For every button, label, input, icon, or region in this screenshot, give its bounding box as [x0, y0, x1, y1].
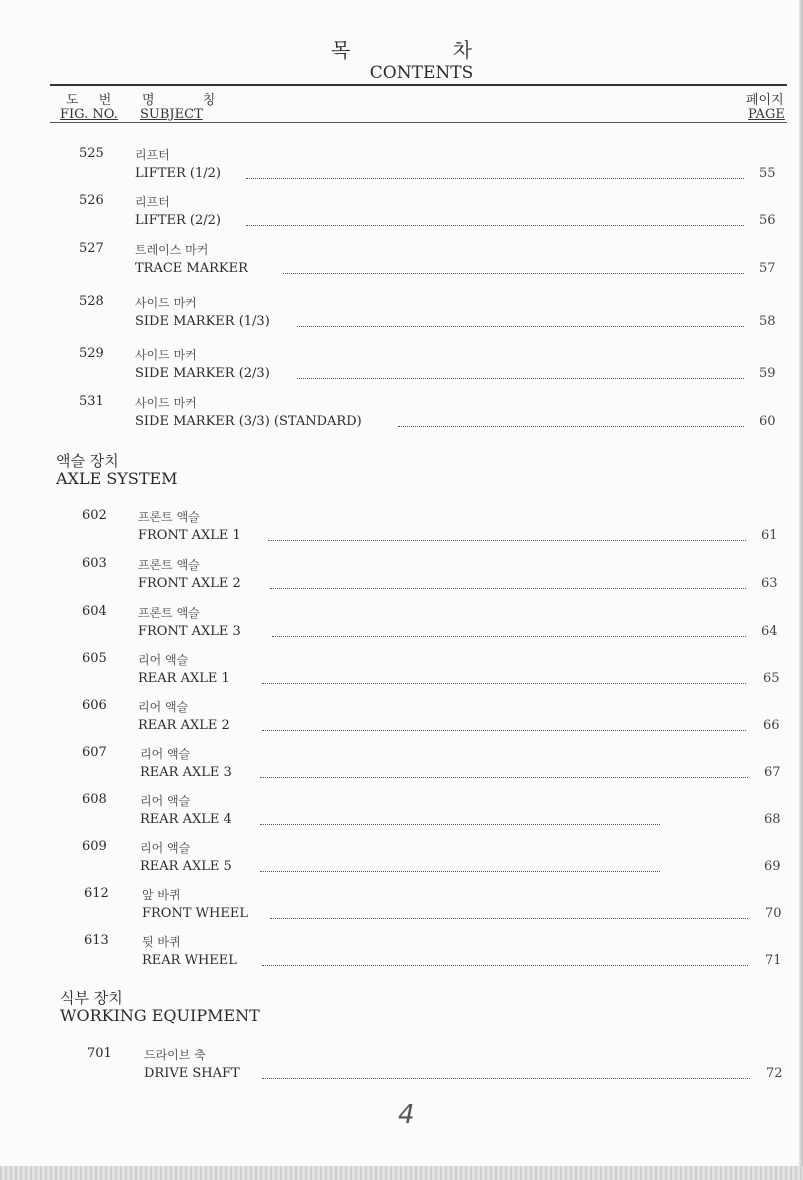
subject-english: TRACE MARKER	[135, 261, 248, 276]
dot-leader	[246, 225, 744, 226]
toc-entry-604[interactable]	[0, 604, 803, 652]
page-ref: 69	[764, 859, 781, 874]
scan-edge-bottom	[0, 1166, 803, 1180]
page-ref: 55	[759, 166, 776, 181]
fig-number: 613	[84, 933, 109, 948]
subject-english: REAR AXLE 3	[140, 765, 232, 780]
dot-leader	[270, 588, 746, 589]
toc-entry-609[interactable]	[0, 839, 803, 887]
subject-korean: 리프터	[135, 195, 170, 209]
subject-korean: 사이드 마커	[135, 348, 197, 362]
section-heading-english: AXLE SYSTEM	[56, 469, 178, 488]
toc-entry-527[interactable]	[0, 241, 803, 289]
subject-english: FRONT WHEEL	[142, 906, 248, 921]
fig-number: 608	[82, 792, 107, 807]
header-fig-korean: 도 번	[66, 93, 120, 108]
dot-leader	[262, 1078, 750, 1079]
fig-number: 526	[79, 193, 104, 208]
subject-english: FRONT AXLE 2	[138, 576, 241, 591]
dot-leader	[270, 918, 748, 919]
dot-leader	[262, 683, 746, 684]
dot-leader	[297, 378, 744, 379]
section-heading-english: WORKING EQUIPMENT	[60, 1006, 260, 1025]
subject-korean: 리프터	[135, 148, 170, 162]
dot-leader	[398, 426, 744, 427]
toc-entry-606[interactable]	[0, 698, 803, 746]
subject-korean: 드라이브 축	[144, 1048, 206, 1062]
dot-leader	[246, 178, 744, 179]
page-ref: 72	[766, 1066, 783, 1081]
subject-english: DRIVE SHAFT	[144, 1066, 240, 1081]
subject-english: LIFTER (1/2)	[135, 166, 221, 181]
toc-entry-526[interactable]	[0, 193, 803, 241]
page-ref: 68	[764, 812, 781, 827]
subject-english: SIDE MARKER (2/3)	[135, 366, 270, 381]
page-ref: 61	[761, 528, 778, 543]
dot-leader	[260, 871, 660, 872]
toc-entry-525[interactable]	[0, 146, 803, 194]
header-fig-english: FIG. NO.	[60, 107, 118, 122]
subject-english: SIDE MARKER (3/3) (STANDARD)	[135, 414, 362, 429]
page-ref: 59	[759, 366, 776, 381]
dot-leader	[272, 636, 746, 637]
subject-korean: 리어 액슬	[140, 747, 191, 761]
toc-entry-608[interactable]	[0, 792, 803, 840]
subject-korean: 리어 액슬	[138, 700, 189, 714]
subject-english: FRONT AXLE 3	[138, 624, 241, 639]
fig-number: 604	[82, 604, 107, 619]
subject-korean: 사이드 마커	[135, 296, 197, 310]
page-ref: 57	[759, 261, 776, 276]
page-number: 4	[398, 1100, 415, 1130]
subject-english: REAR AXLE 2	[138, 718, 230, 733]
subject-korean: 리어 액슬	[140, 794, 191, 808]
fig-number: 602	[82, 508, 107, 523]
header-page-korean: 페이지	[746, 93, 784, 108]
toc-entry-528[interactable]	[0, 294, 803, 342]
subject-korean: 프론트 액슬	[138, 606, 200, 620]
toc-entry-603[interactable]	[0, 556, 803, 604]
subject-english: SIDE MARKER (1/3)	[135, 314, 270, 329]
subject-korean: 앞 바퀴	[142, 888, 181, 902]
dot-leader	[283, 273, 744, 274]
fig-number: 529	[79, 346, 104, 361]
subject-english: REAR WHEEL	[142, 953, 237, 968]
fig-number: 609	[82, 839, 107, 854]
page-ref: 63	[761, 576, 778, 591]
title-english: CONTENTS	[369, 63, 474, 83]
toc-entry-531[interactable]	[0, 394, 803, 442]
page-ref: 70	[765, 906, 782, 921]
subject-korean: 프론트 액슬	[138, 558, 200, 572]
dot-leader	[260, 824, 660, 825]
header-bottom-rule	[50, 122, 787, 123]
dot-leader	[262, 730, 746, 731]
dot-leader	[262, 965, 748, 966]
header-page-english: PAGE	[748, 107, 785, 122]
toc-entry-612[interactable]	[0, 886, 803, 934]
fig-number: 531	[79, 394, 104, 409]
subject-english: FRONT AXLE 1	[138, 528, 241, 543]
header-subject-korean: 명 칭	[142, 93, 238, 108]
section-heading-korean: 액슬 장치	[56, 452, 119, 470]
toc-entry-607[interactable]	[0, 745, 803, 793]
header-subject-english: SUBJECT	[140, 107, 203, 122]
dot-leader	[268, 540, 746, 541]
subject-korean: 리어 액슬	[138, 653, 189, 667]
subject-english: REAR AXLE 1	[138, 671, 230, 686]
dot-leader	[260, 777, 748, 778]
title-korean: 목 차	[331, 38, 520, 62]
fig-number: 525	[79, 146, 104, 161]
subject-korean: 뒷 바퀴	[142, 935, 181, 949]
subject-english: REAR AXLE 4	[140, 812, 232, 827]
page-ref: 56	[759, 213, 776, 228]
page-ref: 60	[759, 414, 776, 429]
toc-entry-613[interactable]	[0, 933, 803, 981]
fig-number: 603	[82, 556, 107, 571]
header-top-rule	[50, 84, 787, 86]
toc-entry-602[interactable]	[0, 508, 803, 556]
fig-number: 527	[79, 241, 104, 256]
fig-number: 612	[84, 886, 109, 901]
page-ref: 65	[763, 671, 780, 686]
page-ref: 58	[759, 314, 776, 329]
toc-entry-529[interactable]	[0, 346, 803, 394]
subject-english: LIFTER (2/2)	[135, 213, 221, 228]
toc-entry-605[interactable]	[0, 651, 803, 699]
fig-number: 606	[82, 698, 107, 713]
subject-english: REAR AXLE 5	[140, 859, 232, 874]
fig-number: 607	[82, 745, 107, 760]
subject-korean: 트레이스 마커	[135, 243, 209, 257]
page-ref: 66	[763, 718, 780, 733]
toc-entry-701[interactable]	[0, 1046, 803, 1094]
subject-korean: 프론트 액슬	[138, 510, 200, 524]
fig-number: 605	[82, 651, 107, 666]
dot-leader	[297, 326, 744, 327]
page-ref: 71	[765, 953, 782, 968]
page-ref: 64	[761, 624, 778, 639]
fig-number: 528	[79, 294, 104, 309]
fig-number: 701	[87, 1046, 112, 1061]
subject-korean: 사이드 마커	[135, 396, 197, 410]
page-ref: 67	[764, 765, 781, 780]
subject-korean: 리어 액슬	[140, 841, 191, 855]
section-heading-korean: 식부 장치	[60, 989, 123, 1007]
